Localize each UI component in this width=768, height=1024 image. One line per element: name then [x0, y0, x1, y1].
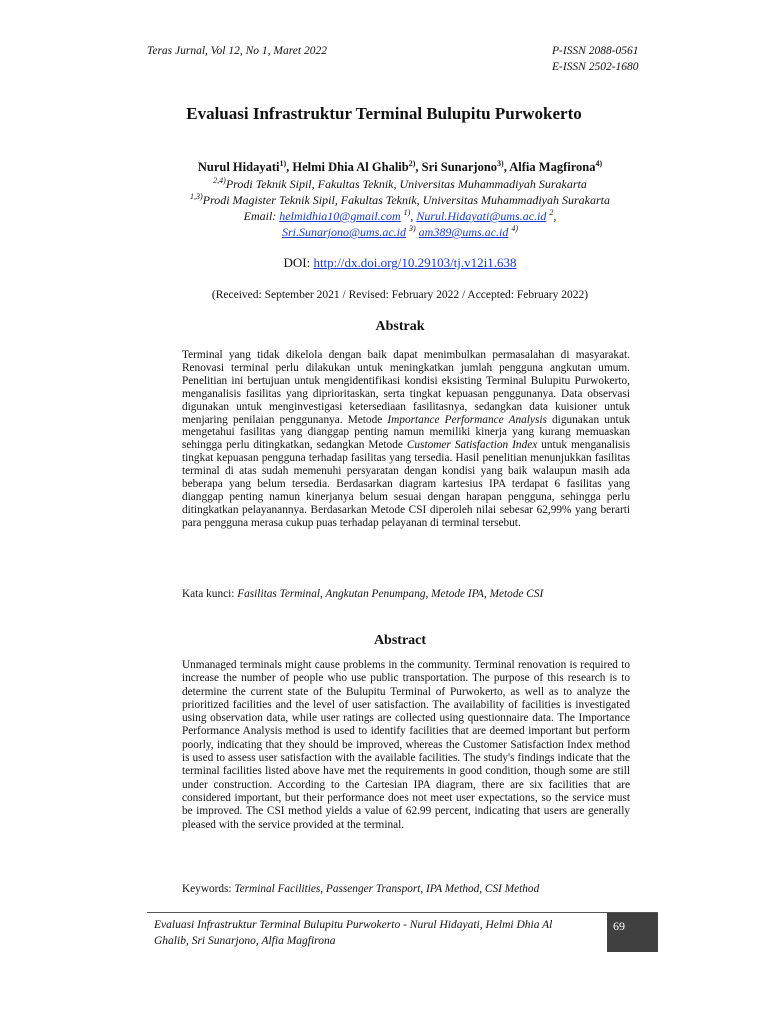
- author-mark: 4): [595, 158, 603, 168]
- email-line: Email: helmidhia10@gmail.com $^{1)}$, Nurul.Hidayati@ums.ac.id $^2$,: [243, 208, 557, 223]
- keywords: [182, 883, 642, 895]
- abstract-heading: Abstract: [373, 633, 427, 648]
- email-link[interactable]: Nurul.Hidayati@ums.ac.id: [416, 209, 547, 223]
- kata-kunci: [182, 588, 642, 600]
- affiliation-text: Prodi Magister Teknik Sipil, Fakultas Teknik, Universitas Muhammadiyah Surakarta: [202, 193, 610, 207]
- affiliation-mark: 1,3): [190, 192, 203, 201]
- author-mark: 2): [408, 158, 416, 168]
- author-name: Alfia Magfirona: [509, 160, 596, 174]
- submission-dates: (Received: September 2021 / Revised: February 2022 / Accepted: February 2022): [211, 289, 589, 301]
- email-link[interactable]: helmidhia10@gmail.com: [279, 209, 401, 223]
- author-list: Nurul Hidayati$^{1)}$, Helmi Dhia Al Ghalib$^{2)}$, Sri Sunarjono$^{3)}$, Alfia Magfirona$^{4)}$: [197, 158, 603, 174]
- affiliation: [0, 177, 768, 192]
- abstrak-term-csi: Customer Satisfaction Index: [406, 439, 538, 452]
- paper-title: Evaluasi Infrastruktur Terminal Bulupitu Purwokerto: [186, 104, 582, 123]
- print-issn: P-ISSN 2088-0561: [552, 45, 639, 57]
- email-link[interactable]: am389@ums.ac.id: [418, 225, 509, 239]
- page-number-box: [607, 913, 658, 952]
- footer-line: Ghalib, Sri Sunarjono, Alfia Magfirona: [154, 935, 336, 947]
- kata-kunci-label: Kata kunci:: [182, 588, 238, 600]
- abstrak-heading: Abstrak: [375, 319, 425, 334]
- abstract-body: Unmanaged terminals might cause problems in the community. Terminal renovation is required to increase the number of people who use public transportation. The purpose of this research is to determine the current state of the Bulupitu Terminal of Purwokerto, as well as to analyze the prioritized facilities and the level of user satisfaction. The availability of facilities is investigated using observation data, while user ratings are collected using questionnaire data. The Importance Performance Analysis method is used to identify facilities that are deemed important but perform poorly, indicating that they should be improved, whereas the Customer Satisfaction Index method is used to assess user satisfaction with the available facilities. The study's findings indicate that the terminal facilities listed above have met the requirements in good condition, though some are still under construction. According to the Cartesian IPA diagram, there are six facilities that are considered important, but their performance does not meet user expectations, so the service must be improved. The CSI method yields a value of 62.99 percent, indicating that users are generally pleased with the service provided at the terminal.: [182, 659, 630, 831]
- affiliation-text: Prodi Teknik Sipil, Fakultas Teknik, Universitas Muhammadiyah Surakarta: [225, 177, 587, 191]
- abstrak-text: digunakan untuk mengetahui fasilitas yang dianggap penting namun memiliki kinerja yang kurang memuaskan sehingga perlu ditingkatkan, sedangkan Metode: [182, 413, 630, 452]
- abstrak-text: untuk menganalisis tingkat kepuasan pengguna terhadap fasilitas yang tersedia. Hasil penelitian menunjukkan fasilitas terminal di atas sudah memenuhi persyaratan dengan kondisi yang baik walaupun masih ada beberapa yang belum tersedia. Berdasarkan diagram kartesius IPA terdapat 6 fasilitas yang dianggap penting namun kinerjanya belum sesuai dengan harapan pengguna, sehingga perlu ditingkatkan pelayanannya. Berdasarkan Metode CSI diperoleh nilai sebesar 62,99% yang berarti para pengguna merasa cukup puas terhadap pelayanan di terminal tersebut.: [182, 439, 630, 529]
- electronic-issn: E-ISSN 2502-1680: [552, 61, 639, 73]
- email-link[interactable]: Sri.Sunarjono@ums.ac.id: [281, 225, 406, 239]
- page-number: 69: [613, 919, 625, 933]
- keywords-label: Keywords:: [182, 883, 235, 895]
- email-mark: 4): [511, 224, 519, 233]
- author-name: Nurul Hidayati: [197, 160, 280, 174]
- affiliation-mark: 2,4): [213, 176, 226, 185]
- author-name: Helmi Dhia Al Ghalib: [292, 160, 409, 174]
- abstrak-body: [182, 349, 630, 530]
- author-mark: 3): [497, 158, 504, 168]
- author-mark: 1): [279, 158, 287, 168]
- email-mark: 3): [409, 224, 416, 233]
- email-label: Email:: [243, 209, 280, 223]
- doi-link[interactable]: http://dx.doi.org/10.29103/tj.v12i1.638: [313, 255, 517, 270]
- doi-line: [0, 255, 768, 271]
- author-name: Sri Sunarjono: [421, 160, 498, 174]
- kata-kunci-values: Fasilitas Terminal, Angkutan Penumpang, Metode IPA, Metode CSI: [237, 588, 544, 600]
- abstrak-text: Terminal yang tidak dikelola dengan baik dapat menimbulkan permasalahan di masyarakat. Renovasi terminal perlu dilakukan untuk meningkatkan jumlah pengguna angkutan umum. Penelitian ini bertujuan untuk mengidentifikasi kondisi eksisting Terminal Bulupitu Purwokerto, menganalisis fasilitas yang diprioritaskan, serta tingkat kepuasan penggunanya. Data observasi digunakan untuk menginvestigasi ketersediaan fasilitasnya, sedangkan data kuisioner untuk menjaring penilaian penggunanya. Metode: [182, 349, 630, 426]
- footer-rule: [147, 912, 658, 913]
- email-mark: 1): [403, 208, 411, 217]
- journal-citation: Teras Jurnal, Vol 12, No 1, Maret 2022: [147, 45, 327, 57]
- abstrak-term-ipa: Importance Performance Analysis: [387, 413, 547, 426]
- footer-citation: [154, 917, 604, 949]
- affiliation: [0, 193, 768, 208]
- email-line: [0, 225, 768, 240]
- keywords-values: Terminal Facilities, Passenger Transport, IPA Method, CSI Method: [234, 883, 540, 895]
- doi-label: DOI:: [283, 255, 314, 270]
- email-mark: 2: [549, 208, 554, 217]
- footer-line: Evaluasi Infrastruktur Terminal Bulupitu Purwokerto - Nurul Hidayati, Helmi Dhia Al: [154, 919, 553, 931]
